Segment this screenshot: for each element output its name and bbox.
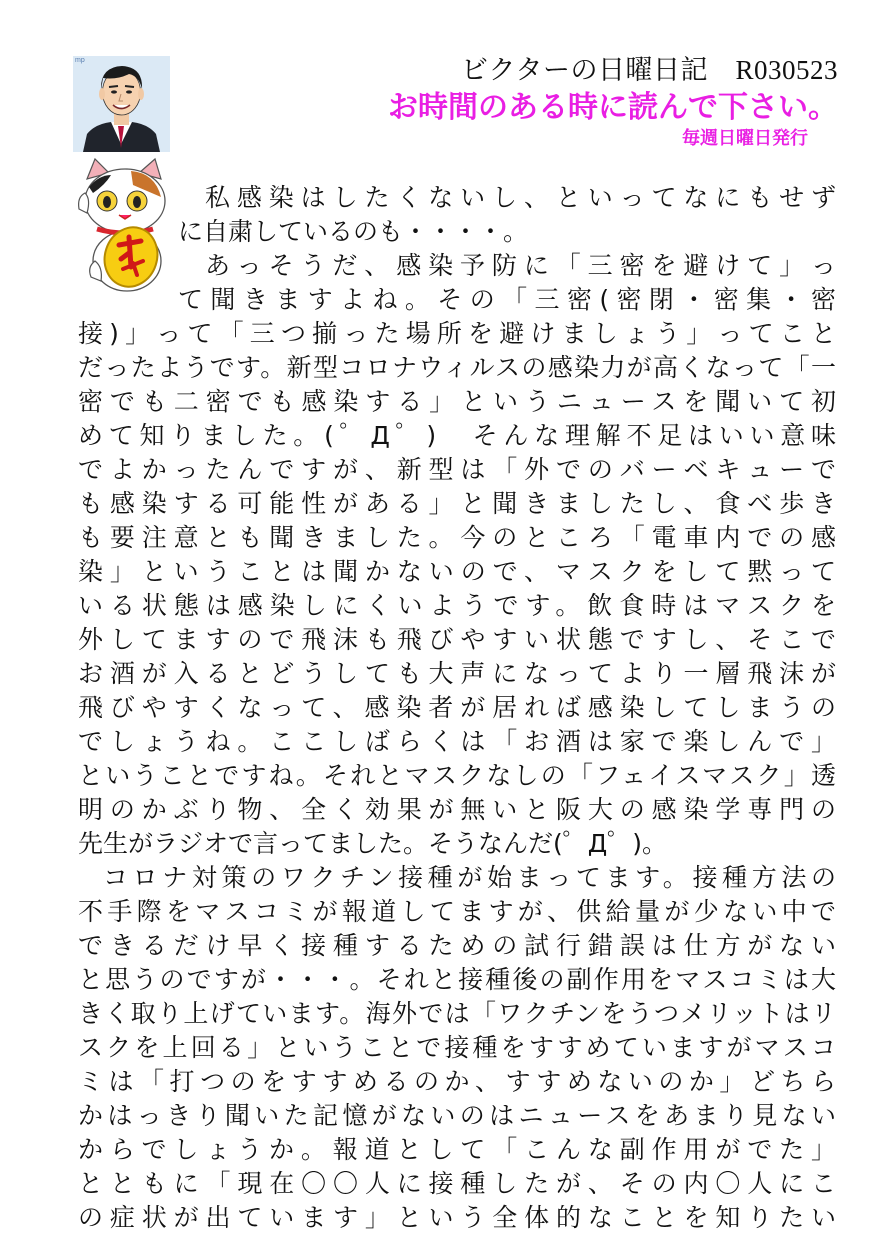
body-line: いる状態は感染しにくいようです。飲食時はマスクを (78, 591, 836, 620)
lucky-cat-icon (73, 157, 173, 295)
author-avatar (73, 56, 170, 152)
body-line: あっそうだ、感染予防に「三密を避けて」っ (205, 251, 836, 280)
body-line: スクを上回る」ということで接種をすすめていますがマスコ (78, 1033, 836, 1062)
body-line: ミは「打つのをすすめるのか、すすめないのか」どちら (78, 1067, 836, 1096)
body-line: でしょうね。ここしばらくは「お酒は家で楽しんで」 (78, 727, 836, 756)
headline: お時間のある時に読んで下さい。 (388, 91, 838, 124)
body-line: かはっきり聞いた記憶がないのはニュースをあまり見ない (78, 1101, 836, 1130)
body-line: 明のかぶり物、全く効果が無いと阪大の感染学専門の (78, 795, 836, 824)
body-line: 接)」って「三つ揃った場所を避けましょう」ってこと (78, 319, 836, 348)
body-line: でよかったんですが、新型は「外でのバーベキューで (78, 455, 836, 484)
body-line: きく取り上げています。海外では「ワクチンをうつメリットはリ (78, 999, 836, 1028)
body-line: の症状が出ています」という全体的なことを知りたい (78, 1203, 836, 1232)
body-line: コロナ対策のワクチン接種が始まってます。接種方法の (103, 863, 836, 892)
body-line: お酒が入るとどうしても大声になってより一層飛沫が (78, 659, 836, 688)
body-line: 飛びやすくなって、感染者が居れば感染してしまうの (78, 693, 836, 722)
body-line: 密でも二密でも感染する」というニュースを聞いて初 (78, 387, 836, 416)
body-line: て聞きますよね。その「三密(密閉・密集・密 (178, 285, 836, 314)
maneki-neko-illustration (73, 157, 173, 295)
body-line: だったようです。新型コロナウィルスの感染力が高くなって「一 (78, 353, 836, 382)
body-line: 外してますので飛沫も飛びやすい状態ですし、そこで (78, 625, 836, 654)
body-line: に自粛しているのも・・・・。 (178, 217, 529, 246)
diary-title: ビクターの日曜日記 R030523 (461, 55, 838, 85)
body-line: も感染する可能性がある」と聞きましたし、食べ歩き (78, 489, 836, 518)
body-line: 染」ということは聞かないので、マスクをして黙って (78, 557, 836, 586)
man-portrait-illustration (73, 56, 170, 152)
body-line: できるだけ早く接種するための試行錯誤は仕方がない (78, 931, 836, 960)
avatar-mark: mp (75, 57, 85, 64)
body-line: も要注意とも聞きました。今のところ「電車内での感 (78, 523, 836, 552)
body-line: 不手際をマスコミが報道してますが、供給量が少ない中で (78, 897, 836, 926)
body-line: 先生がラジオで言ってました。そうなんだ(゜Д゜)。 (78, 829, 668, 858)
body-line: からでしょうか。報道として「こんな副作用がでた」 (78, 1135, 836, 1164)
body-line: めて知りました。(゜Д゜) そんな理解不足はいい意味 (78, 421, 836, 450)
body-line: と思うのですが・・・。それと接種後の副作用をマスコミは大 (78, 965, 836, 994)
body-line: 私感染はしたくないし、といってなにもせず (205, 183, 836, 212)
issue-note: 毎週日曜日発行 (682, 128, 808, 148)
body-line: とともに「現在〇〇人に接種したが、その内〇人にこ (78, 1169, 836, 1198)
body-line: ということですね。それとマスクなしの「フェイスマスク」透 (78, 761, 836, 790)
